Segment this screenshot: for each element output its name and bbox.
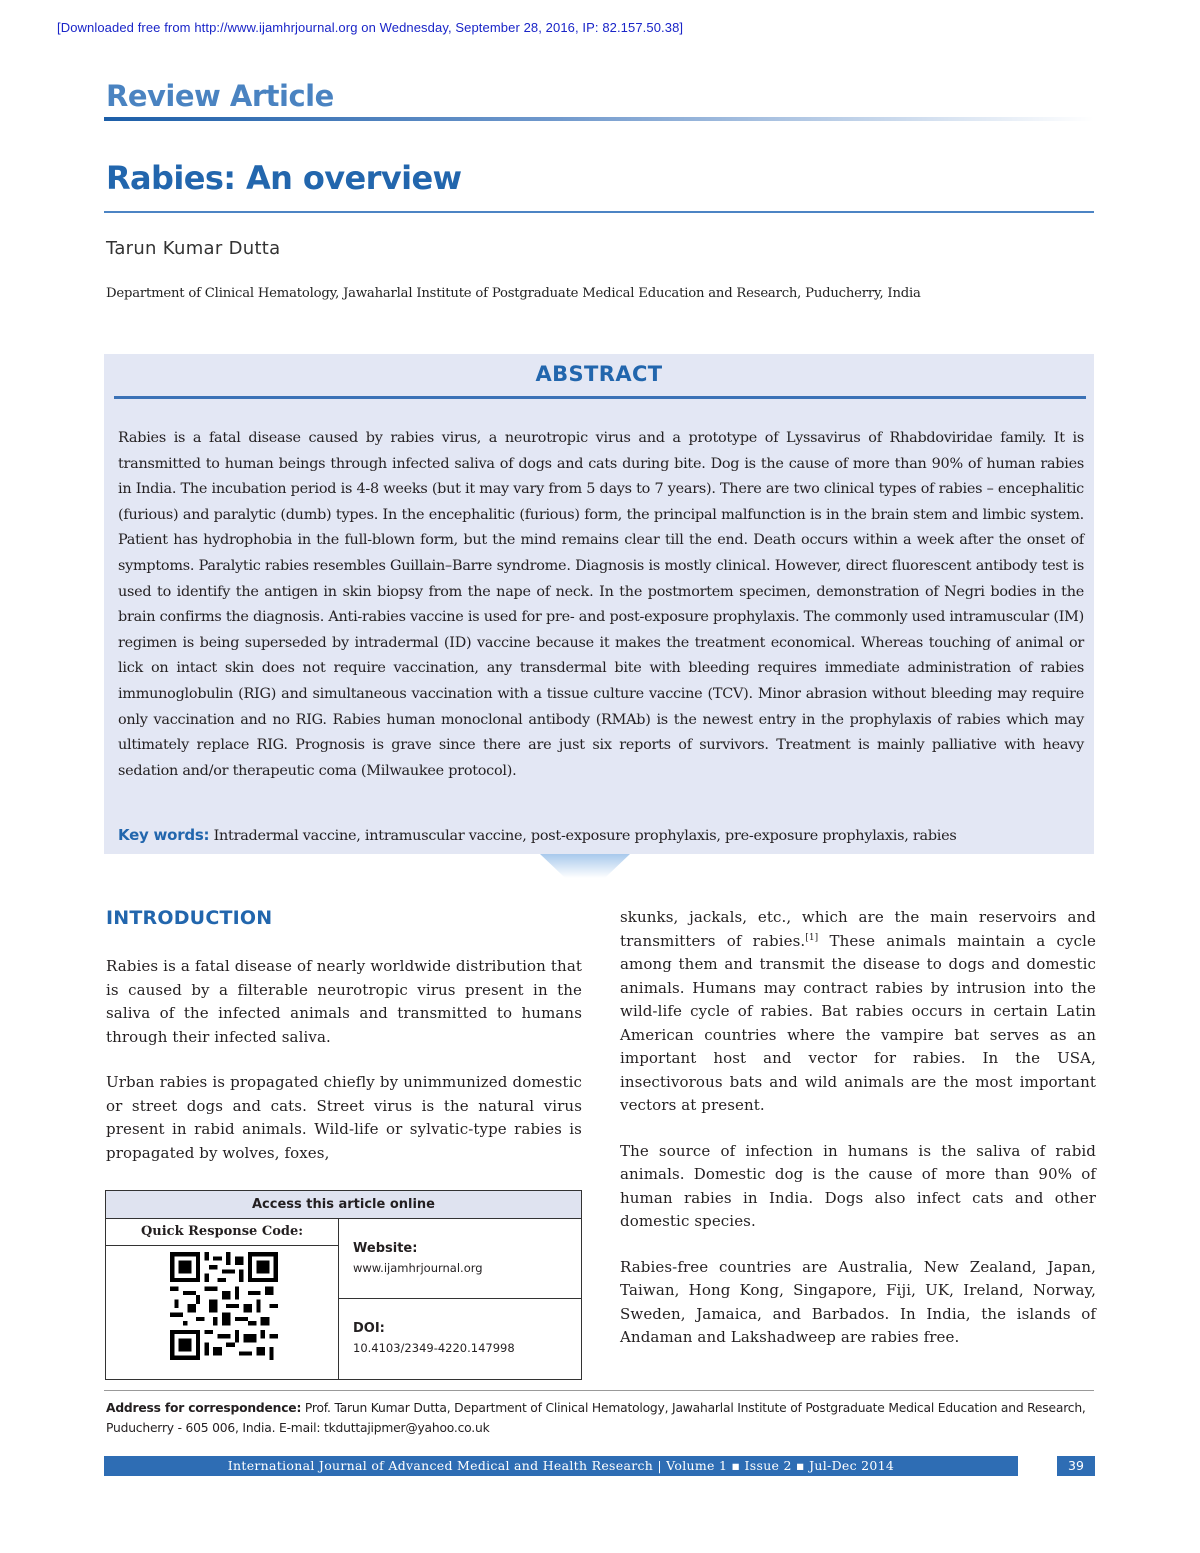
author-name: Tarun Kumar Dutta	[106, 238, 281, 259]
intro-paragraph-2: Urban rabies is propagated chiefly by unimmunized domestic or street dogs and cats. Street virus is the natural virus present in rabid animals. Wild-life or sylvatic-type rabies is propagated by wolves, foxes,	[106, 1073, 582, 1162]
access-online-box	[105, 1190, 582, 1380]
article-title: Rabies: An overview	[106, 159, 462, 197]
right-column	[620, 906, 1096, 1372]
article-info-cell	[339, 1219, 581, 1379]
doi-link[interactable]: 10.4103/2349-4220.147998	[353, 1341, 515, 1355]
section-type-divider	[104, 117, 1094, 121]
title-divider	[104, 211, 1094, 213]
keywords-list: Intradermal vaccine, intramuscular vaccine, post-exposure prophylaxis, pre-exposure prophylaxis, rabies	[213, 828, 957, 844]
keywords-line	[118, 826, 1088, 844]
doi-label: DOI:	[353, 1321, 385, 1336]
access-box-heading: Access this article online	[106, 1191, 581, 1219]
correspondence-text: Prof. Tarun Kumar Dutta, Department of Clinical Hematology, Jawaharlal Institute of Postgraduate Medical Education and Research, Puducherry - 605 006, India. E-mail: tkduttajipmer@yahoo.co.uk	[106, 1401, 1086, 1435]
abstract-text: Rabies is a fatal disease caused by rabies virus, a neurotropic virus and a prototype of Lyssavirus of Rhabdoviridae family. It is transmitted to human beings through infected saliva of dogs and cats during bite. Dog is the cause of more than 90% of human rabies in India. The incubation period is 4-8 weeks (but it may vary from 5 days to 7 years). There are two clinical types of rabies – encephalitic (furious) and paralytic (dumb) types. In the encephalitic (furious) form, the principal malfunction is in the brain stem and limbic system. Patient has hydrophobia in the full-blown form, but the mind remains clear till the end. Death occurs within a week after the onset of symptoms. Paralytic rabies resembles Guillain–Barre syndrome. Diagnosis is mostly clinical. However, direct fluorescent antibody test is used to identify the antigen in skin biopsy from the nape of neck. In the postmortem specimen, demonstration of Negri bodies in the brain confirms the diagnosis. Anti-rabies vaccine is used for pre- and post-exposure prophylaxis. The commonly used intramuscular (IM) regimen is being superseded by intradermal (ID) vaccine because it makes the treatment economical. Whereas touching of animal or lick on intact skin does not require vaccination, any transdermal bite with bleeding requires immediate administration of rabies immunoglobulin (RIG) and simultaneous vaccination with a tissue culture vaccine (TCV). Minor abrasion without bleeding may require only vaccination and no RIG. Rabies human monoclonal antibody (RMAb) is the newest entry in the prophylaxis of rabies which may ultimately replace RIG. Prognosis is grave since there are just six reports of survivors. Treatment is mainly palliative with heavy sedation and/or therapeutic coma (Milwaukee protocol).	[118, 430, 1084, 779]
qr-code-label: Quick Response Code:	[106, 1219, 338, 1246]
abstract-heading: ABSTRACT	[535, 362, 663, 386]
correspondence-address	[106, 1399, 1096, 1438]
introduction-heading: INTRODUCTION	[106, 907, 273, 929]
intro-paragraph-3	[620, 906, 1096, 1118]
correspondence-label: Address for correspondence:	[106, 1401, 302, 1415]
paragraph-3-end: These animals maintain a cycle among them and transmit the disease to dogs and domestic animals. Humans may contract rabies by intrusion into the wild-life cycle of rabies. Bat rabies occurs in certain Latin American countries where the vampire bat serves as an important host and vector for rabies. In the USA, insectivorous bats and wild animals are the most important vectors at present.	[620, 931, 1096, 1114]
section-type-label: Review Article	[106, 79, 334, 113]
intro-paragraph-4: The source of infection in humans is the saliva of rabid animals. Domestic dog is the cause of more than 90% of human rabies in India. Dogs also infect cats and other domestic species.	[620, 1141, 1096, 1230]
website-link[interactable]: www.ijamhrjournal.org	[353, 1261, 483, 1275]
journal-footer: International Journal of Advanced Medical and Health Research | Volume 1 ▪ Issue 2 ▪ Jul-Dec 2014	[104, 1456, 1018, 1476]
info-divider	[339, 1298, 581, 1299]
qr-cell	[106, 1219, 339, 1379]
qr-code-image	[170, 1252, 278, 1360]
abstract-box	[104, 354, 1094, 854]
intro-paragraph-1: Rabies is a fatal disease of nearly worldwide distribution that is caused by a filterable neurotropic virus present in the saliva of the infected animals and transmitted to humans through their infected saliva.	[106, 957, 582, 1046]
correspondence-divider	[104, 1390, 1094, 1391]
abstract-tab-decoration	[540, 854, 630, 878]
intro-paragraph-5: Rabies-free countries are Australia, New Zealand, Japan, Taiwan, Hong Kong, Singapore, Fiji, UK, Ireland, Norway, Sweden, Jamaica, and Barbados. In India, the islands of Andaman and Lakshadweep are rabies free.	[620, 1257, 1096, 1346]
page-number: 39	[1057, 1456, 1095, 1476]
left-column	[106, 955, 582, 1187]
keywords-label: Key words:	[118, 826, 210, 844]
author-affiliation: Department of Clinical Hematology, Jawaharlal Institute of Postgraduate Medical Education and Research, Puducherry, India	[106, 286, 921, 301]
abstract-divider	[114, 396, 1086, 399]
paragraph-3-start: skunks, jackals, etc., which are the main reservoirs and transmitters of rabies.	[620, 908, 1096, 950]
website-label: Website:	[353, 1241, 418, 1256]
download-banner[interactable]: [Downloaded free from http://www.ijamhrjournal.org on Wednesday, September 28, 2016, IP: 82.157.50.38]	[57, 20, 684, 35]
citation-ref-1[interactable]: [1]	[805, 932, 819, 943]
